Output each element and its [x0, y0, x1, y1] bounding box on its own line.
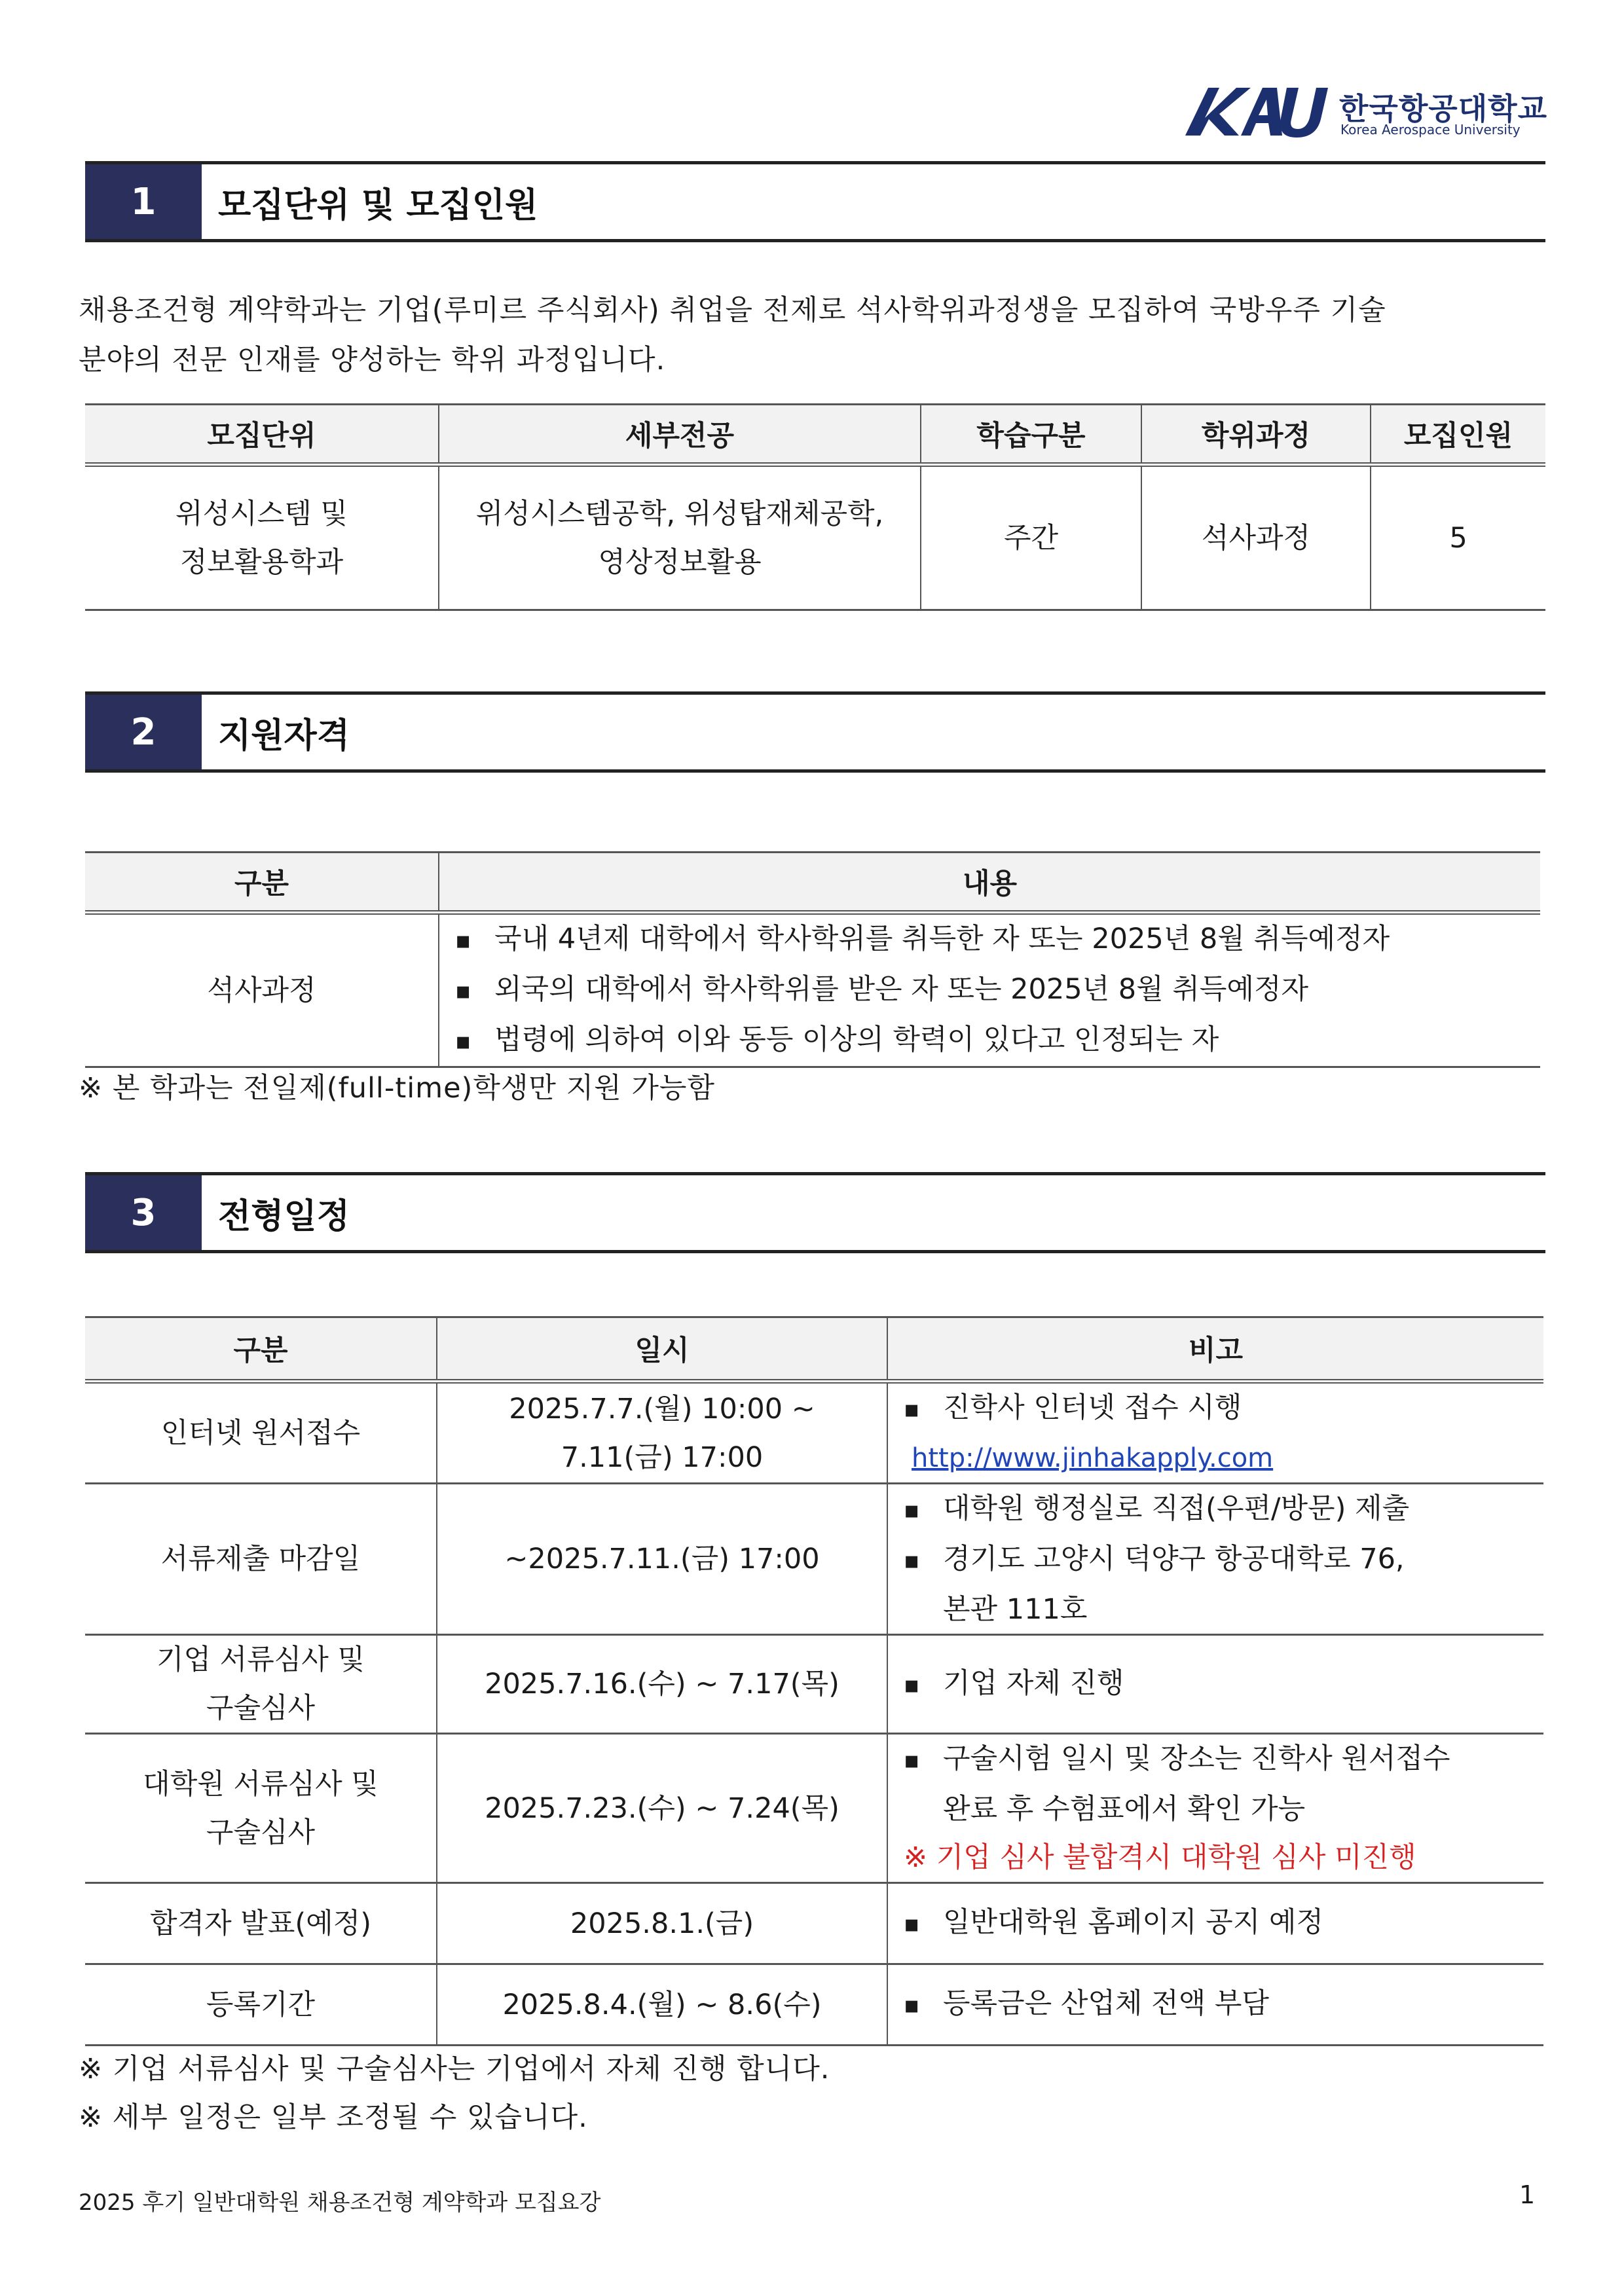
recruit-study-cell: 주간: [921, 465, 1141, 610]
qualification-table: [85, 851, 1540, 1068]
intro-line: 분야의 전문 인재를 양성하는 학위 과정입니다.: [79, 344, 666, 376]
intro-line: 채용조건형 계약학과는 기업(루미르 주식회사) 취업을 전제로 석사학위과정생을 모집하여 국방우주 기술: [79, 294, 1386, 327]
table-row: [85, 1734, 1543, 1883]
table-row: [85, 1964, 1543, 2046]
qualification-content-cell: [439, 913, 1540, 1067]
schedule-note: ※ 기업 서류심사 및 구술심사는 기업에서 자체 진행 합니다.: [79, 2053, 830, 2085]
section-heading-3: [85, 1172, 1545, 1253]
schedule-date-cell: 2025.7.16.(수) ~ 7.17(목): [437, 1635, 887, 1734]
schedule-note-cell: ▪ 일반대학원 홈페이지 공지 예정: [887, 1883, 1543, 1964]
schedule-date-cell: 2025.7.7.(월) 10:00 ~ 7.11(금) 17:00: [437, 1382, 887, 1484]
page-footer: 2025 후기 일반대학원 채용조건형 계약학과 모집요강: [79, 2190, 601, 2216]
schedule-date-cell: 2025.7.23.(수) ~ 7.24(목): [437, 1734, 887, 1883]
schedule-note-cell: ▪ 기업 자체 진행: [887, 1635, 1543, 1734]
col-header: 모집인원: [1371, 405, 1545, 465]
schedule-date-cell: 2025.8.4.(월) ~ 8.6(수): [437, 1964, 887, 2046]
schedule-label-cell: 합격자 발표(예정): [85, 1883, 437, 1964]
schedule-note: ※ 세부 일정은 일부 조정될 수 있습니다.: [79, 2101, 588, 2134]
university-logo: [1179, 80, 1548, 145]
qualification-label-cell: 석사과정: [85, 913, 439, 1067]
list-item: ▪ 국내 4년제 대학에서 학사학위를 취득한 자 또는 2025년 8월 취득예정자: [455, 915, 1540, 965]
qualification-note: ※ 본 학과는 전일제(full-time)학생만 지원 가능함: [79, 1072, 715, 1105]
table-row: [85, 1635, 1543, 1734]
recruit-unit-cell: 위성시스템 및 정보활용학과: [85, 465, 439, 610]
schedule-label-cell: 대학원 서류심사 및 구술심사: [85, 1734, 437, 1883]
kau-emblem-icon: [1179, 80, 1333, 142]
recruit-table: [85, 403, 1545, 611]
list-item: ▪ 외국의 대학에서 학사학위를 받은 자 또는 2025년 8월 취득예정자: [455, 965, 1540, 1016]
section-title: 지원자격: [218, 716, 350, 756]
section-number: 2: [85, 695, 202, 769]
section-title: 전형일정: [218, 1196, 350, 1236]
recruit-degree-cell: 석사과정: [1141, 465, 1371, 610]
recruit-count-cell: 5: [1371, 465, 1545, 610]
section-title: 모집단위 및 모집인원: [218, 185, 538, 225]
col-header: 일시: [437, 1317, 887, 1382]
col-header: 학위과정: [1141, 405, 1371, 465]
col-header: 내용: [439, 853, 1540, 913]
schedule-note-cell: ▪ 구술시험 일시 및 장소는 진학사 원서접수 완료 후 수험표에서 확인 가능 ※ 기업 심사 불합격시 대학원 심사 미진행: [887, 1734, 1543, 1883]
schedule-note-cell: ▪ 대학원 행정실로 직접(우편/방문) 제출 ▪ 경기도 고양시 덕양구 항공대학로 76, 본관 111호: [887, 1484, 1543, 1635]
col-header: 비고: [887, 1317, 1543, 1382]
table-row: [85, 1883, 1543, 1964]
table-row: [85, 1484, 1543, 1635]
col-header: 구분: [85, 853, 439, 913]
schedule-label-cell: 인터넷 원서접수: [85, 1382, 437, 1484]
schedule-table: [85, 1316, 1543, 2046]
schedule-date-cell: ~2025.7.11.(금) 17:00: [437, 1484, 887, 1635]
list-item: ▪ 법령에 의하여 이와 동등 이상의 학력이 있다고 인정되는 자: [455, 1016, 1540, 1066]
page-number: 1: [1519, 2180, 1536, 2209]
schedule-note-cell: ▪ 진학사 인터넷 접수 시행 http://www.jinhakapply.com: [887, 1382, 1543, 1484]
recruit-major-cell: 위성시스템공학, 위성탑재체공학, 영상정보활용: [439, 465, 921, 610]
logo-subtitle: Korea Aerospace University: [1340, 122, 1521, 138]
col-header: 모집단위: [85, 405, 439, 465]
logo-name: 한국항공대학교: [1339, 91, 1548, 126]
col-header: 구분: [85, 1317, 437, 1382]
section-heading-1: [85, 161, 1545, 242]
schedule-label-cell: 서류제출 마감일: [85, 1484, 437, 1635]
col-header: 학습구분: [921, 405, 1141, 465]
schedule-label-cell: 등록기간: [85, 1964, 437, 2046]
warning-text: ※ 기업 심사 불합격시 대학원 심사 미진행: [904, 1841, 1416, 1874]
table-row: [85, 1382, 1543, 1484]
schedule-note-cell: ▪ 등록금은 산업체 전액 부담: [887, 1964, 1543, 2046]
schedule-label-cell: 기업 서류심사 및 구술심사: [85, 1635, 437, 1734]
col-header: 세부전공: [439, 405, 921, 465]
section-number: 3: [85, 1175, 202, 1250]
schedule-date-cell: 2025.8.1.(금): [437, 1883, 887, 1964]
intro-paragraph: [79, 285, 1552, 385]
section-number: 1: [85, 164, 202, 239]
section-heading-2: [85, 691, 1545, 773]
jinhak-apply-link[interactable]: http://www.jinhakapply.com: [912, 1443, 1274, 1473]
